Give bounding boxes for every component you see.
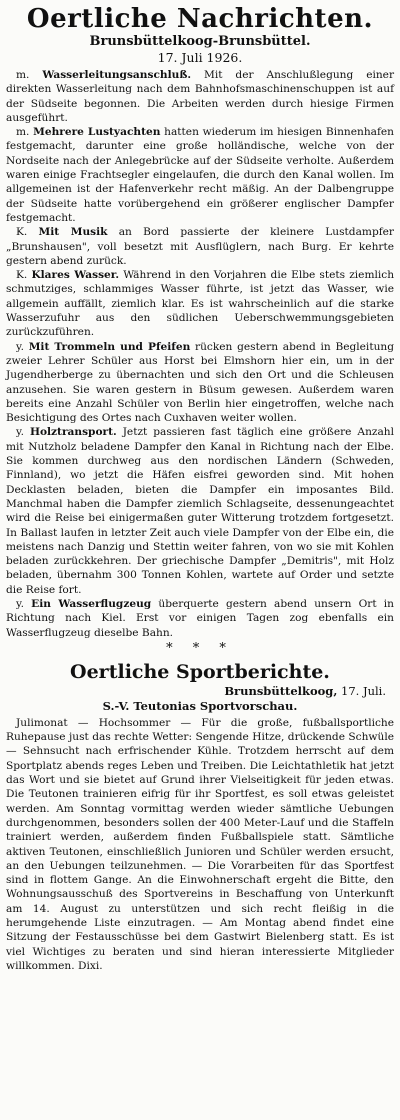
article-text: Mit der Anschlußlegung einer direkten Wasserleitung nach dem Bahnhofsmaschinenschuppen ist auf der Südseite begonnen. Die Arbeiten werden durch hiesige Firmen ausgeführt. xyxy=(6,69,395,124)
article-lead: Mehrere Lustyachten xyxy=(33,126,161,139)
article-lead: Mit Musik xyxy=(38,226,108,239)
article-prefix: y. xyxy=(16,597,24,610)
article-prefix: y. xyxy=(16,426,24,439)
sport-club-heading: S.-V. Teutonias Sportvorschau. xyxy=(102,698,298,713)
section-separator: * * * xyxy=(166,640,234,656)
sport-text: Julimonat — Hochsommer — Für die große, fußballsportliche Ruhepause just das rechte Wetter: Sengende Hitze, drückende Schwüle — Sehnsucht nach erfrischender Kühle. Trotzdem herrscht auf dem Sportplatz abends reges Leben und Treiben. Die Leichtathletik hat jetzt das Wort und sie bietet auf Grund ihrer Vielseitigkeit für jeden etwas. Die Teutonen trainieren eifrig für ihr Sportfest, es soll etwas geleistet werden. Am Sonntag vormittag werden wieder sämtliche Uebungen durchgenommen, besonders sollen der 400 Meter-Lauf und die Staffeln trainiert werden, außerdem finden Fußballspiele statt. Sämtliche aktiven Teutonen, einschließlich Junioren und Schüler werden ersucht, an den Uebungen teilzunehmen. — Die Vorarbeiten für das Sportfest sind in flottem Gange. An die Einwohnerschaft ergeht die Bitte, den Wohnungsausschuß des Sportvereins in Beschaffung von Unterkunft am 14. August zu unterstützen und sich recht fleißig in die herumgehende Liste einzutragen. — Am Montag abend findet eine Sitzung der Festausschüsse bei dem Gastwirt Bielenberg statt. Es ist viel Wichtiges zu beraten und sind hieran interessierte Mitglieder willkommen. xyxy=(6,716,394,972)
article-text: hatten wiederum im hiesigen Binnenhafen festgemacht, darunter eine große holländische, welche von der Nordseite nach der Anlegebrücke auf der Südseite verholte. Außerdem waren einige Frachtsegler eingelaufen, die durch den Kanal wollen. Im allgemeinen ist der Hafenverkehr recht mäßig. An der Dalbengruppe der Südseite hatte vorübergehend ein größerer englischer Dampfer festgemacht. xyxy=(6,126,394,224)
article-text: Während in den Vorjahren die Elbe stets ziemlich schmutziges, schlammiges Wasser führte, ist jetzt das Wasser, wie allgemein auffällt, ziemlich klar. Es ist wahrscheinlich auf die starke Wasserzufuhr aus den südlichen Ueberschwemmungsgebieten zurückzuführen. xyxy=(6,269,395,339)
section-subtitle: Brunsbüttelkoog-Brunsbüttel. xyxy=(89,34,311,49)
sport-article xyxy=(6,716,394,973)
article xyxy=(6,225,394,268)
article-prefix: m. xyxy=(16,126,30,139)
article-lead: Klares Wasser. xyxy=(31,269,120,282)
article-lead: Holztransport. xyxy=(29,426,117,439)
article xyxy=(6,425,394,597)
article xyxy=(6,340,394,426)
article-text: Jetzt passieren fast täglich eine größere Anzahl mit Nutzholz beladene Dampfer den Kanal in Richtung nach der Elbe. Sie kommen durchweg aus den nordischen Ländern (Schweden, Finnland), wo jetzt die Häfen eisfrei geworden sind. Mit hohen Decklasten beladen, bieten die Dampfer ein imposantes Bild. Manchmal haben die Dampfer ziemlich Schlagseite, dessenungeachtet wird die Reise bei einigermaßen guter Witterung trotzdem fortgesetzt. In Ballast laufen in letzter Zeit auch viele Dampfer von der Elbe ein, die meistens nach Danzig und Stettin weiter fahren, von wo sie mit Kohlen beladen zurückkehren. Der griechische Dampfer „Demitris", mit Holz beladen, übernahm 300 Tonnen Kohlen, wartete auf Order und setzte die Reise fort. xyxy=(6,426,394,596)
sport-place: Brunsbüttelkoog, xyxy=(224,683,338,698)
article xyxy=(6,597,394,640)
article-prefix: K. xyxy=(16,269,28,282)
article-prefix: y. xyxy=(16,340,24,353)
article-lead: Mit Trommeln und Pfeifen xyxy=(28,340,191,353)
article-prefix: K. xyxy=(16,226,28,239)
sport-date: 17. Juli. xyxy=(341,683,386,698)
section-date: 17. Juli 1926. xyxy=(157,50,243,65)
articles-list xyxy=(6,68,394,640)
article-prefix: m. xyxy=(16,69,30,81)
sport-section-title: Oertliche Sportberichte. xyxy=(70,660,330,683)
article-text: überquerte gestern abend unsern Ort in Richtung nach Kiel. Erst vor einigen Tagen zog ebenfalls ein Wasserflugzeug dieselbe Bahn. xyxy=(6,597,395,639)
article-lead: Ein Wasserflugzeug xyxy=(31,597,152,610)
article-text: rücken gestern abend in Begleitung zweier Lehrer Schüler aus Horst bei Elmshorn hier ein, um in der Jugendherberge zu übernachten und sich den Ort und die Schleusen anzusehen. Sie waren gestern in Büsum gewesen. Außerdem waren bereits eine Anzahl Schüler von Berlin hier eingetroffen, welche nach Besichtigung des Ortes nach Cuxhaven weiter wollen. xyxy=(6,340,395,425)
article-lead: Wasserleitungsanschluß. xyxy=(42,69,192,81)
section-title: Oertliche Nachrichten. xyxy=(26,4,374,34)
sport-signature: Dixi. xyxy=(77,959,103,972)
article xyxy=(6,125,394,225)
article-text: an Bord passierte der kleinere Lustdampfer „Brunshausen", voll besetzt mit Ausflüglern, nach Burg. Er kehrte gestern abend zurück. xyxy=(6,226,394,267)
article xyxy=(6,268,394,339)
article xyxy=(6,68,394,125)
sport-dateline xyxy=(6,684,386,699)
